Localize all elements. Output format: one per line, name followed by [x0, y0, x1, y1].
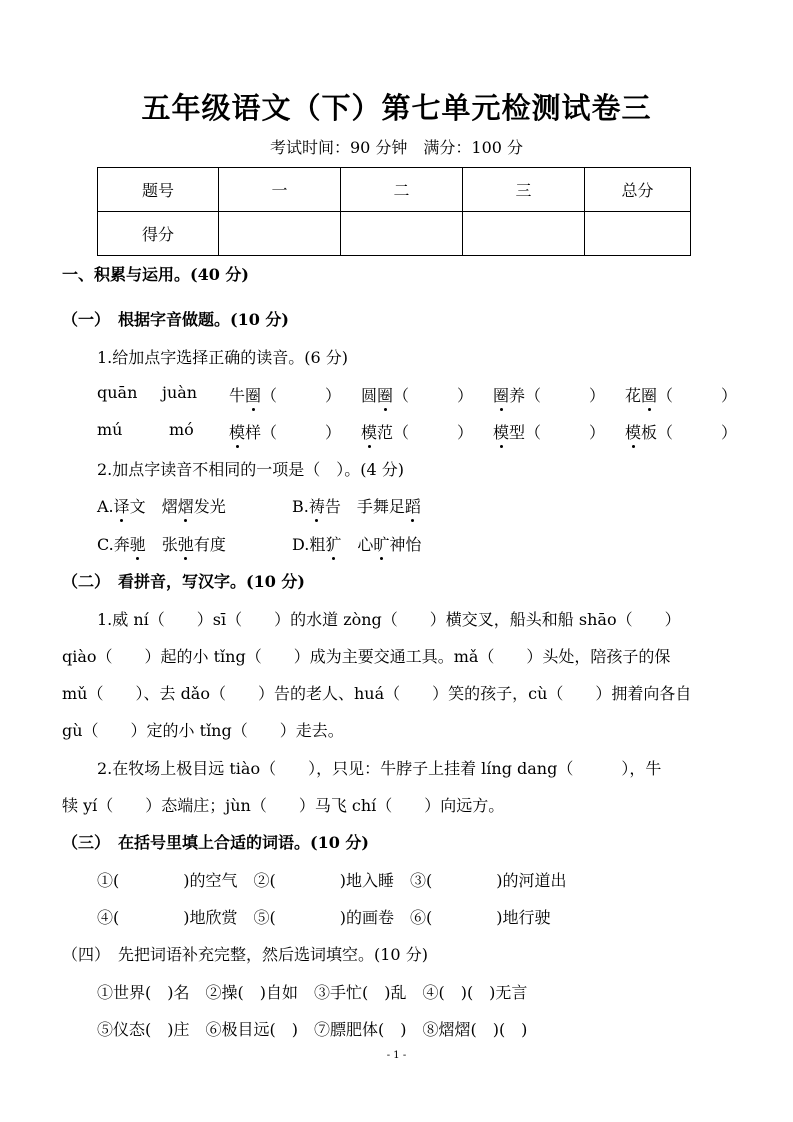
text-line: qiào（ ）起的小 tǐng（ ）成为主要交通工具。mǎ（ ）头处，陪孩子的保	[62, 647, 671, 666]
answer-blank[interactable]: （ ）	[261, 423, 342, 442]
answer-blank[interactable]: （ ）	[525, 386, 606, 405]
answer-blank[interactable]: （ ）	[393, 423, 474, 442]
part4-heading: （四） 先把词语补充完整，然后选词填空。(10 分)	[62, 945, 428, 964]
word-item: 圆圈（ ）	[361, 383, 473, 406]
fill-line[interactable]: ①世界( )名 ②操( )自如 ③手忙( )乱 ④( )( )无言	[97, 983, 528, 1002]
exam-info: 考试时间：90 分钟 满分：100 分	[269, 138, 524, 157]
score-table-header-row	[98, 168, 691, 212]
score-cell[interactable]	[219, 212, 341, 256]
fill-line[interactable]: ①( )的空气 ②( )地入睡 ③( )的河道出	[97, 871, 567, 890]
option-b[interactable]: B.祷告 手舞足蹈	[292, 494, 421, 517]
pinyin-option: juàn	[162, 383, 198, 402]
word-item: 圈养（ ）	[493, 383, 605, 406]
score-header-cell: 三	[463, 168, 585, 212]
fill-line[interactable]: ⑤仪态( )庄 ⑥极目远( ) ⑦膘肥体( ) ⑧熠熠( )( )	[97, 1020, 528, 1039]
score-header-cell: 二	[341, 168, 463, 212]
word-item: 模型（ ）	[493, 420, 605, 443]
score-table	[97, 167, 691, 256]
answer-blank[interactable]: （ ）	[657, 423, 738, 442]
word-item: 牛圈（ ）	[229, 383, 341, 406]
question-1: 1.给加点字选择正确的读音。(6 分)	[97, 348, 349, 367]
page-title: 五年级语文（下）第七单元检测试卷三	[141, 91, 652, 125]
text-line: 2.在牧场上极目远 tiào（ ），只见：牛脖子上挂着 líng dang（ ），牛	[97, 759, 662, 778]
pinyin-option: mú	[97, 420, 123, 439]
text-line: 犊 yí（ ）态端庄；jùn（ ）马飞 chí（ ）向远方。	[62, 796, 505, 815]
score-cell[interactable]	[585, 212, 691, 256]
answer-blank[interactable]: （ ）	[657, 386, 738, 405]
word-item: 模范（ ）	[361, 420, 473, 443]
part3-heading: （三） 在括号里填上合适的词语。(10 分)	[62, 833, 369, 852]
score-row-label: 得分	[98, 212, 219, 256]
text-line: mǔ（ ）、去 dǎo（ ）告的老人、huá（ ）笑的孩子，cù（ ）拥着向各自	[62, 684, 692, 703]
answer-blank[interactable]: （ ）	[393, 386, 474, 405]
page-number: - 1 -	[386, 1050, 407, 1061]
text-line: 1.威 ní（ ）sī（ ）的水道 zòng（ ）横交叉，船头和船 shāo（ ）	[97, 610, 681, 629]
answer-blank[interactable]: （ ）	[525, 423, 606, 442]
option-a[interactable]: A.译文 熠熠发光	[97, 494, 226, 517]
option-d[interactable]: D.粗犷 心旷神怡	[292, 532, 421, 555]
option-c[interactable]: C.奔驰 张弛有度	[97, 532, 226, 555]
word-item: 模样（ ）	[229, 420, 341, 443]
fill-line[interactable]: ④( )地欣赏 ⑤( )的画卷 ⑥( )地行驶	[97, 908, 551, 927]
score-table-score-row	[98, 212, 691, 256]
score-header-cell: 题号	[98, 168, 219, 212]
part1-heading: （一） 根据字音做题。(10 分)	[62, 310, 289, 329]
score-cell[interactable]	[463, 212, 585, 256]
question-2: 2.加点字读音不相同的一项是（ ）。(4 分)	[97, 460, 405, 479]
part2-heading: （二） 看拼音，写汉字。(10 分)	[62, 572, 305, 591]
section-heading: 一、积累与运用。(40 分)	[62, 265, 249, 284]
score-header-cell: 总分	[585, 168, 691, 212]
answer-blank[interactable]: （ ）	[261, 386, 342, 405]
word-item: 模板（ ）	[625, 420, 737, 443]
score-header-cell: 一	[219, 168, 341, 212]
word-item: 花圈（ ）	[625, 383, 737, 406]
text-line: gù（ ）定的小 tǐng（ ）走去。	[62, 721, 344, 740]
pinyin-option: quān	[97, 383, 138, 402]
score-cell[interactable]	[341, 212, 463, 256]
pinyin-option: mó	[169, 420, 194, 439]
